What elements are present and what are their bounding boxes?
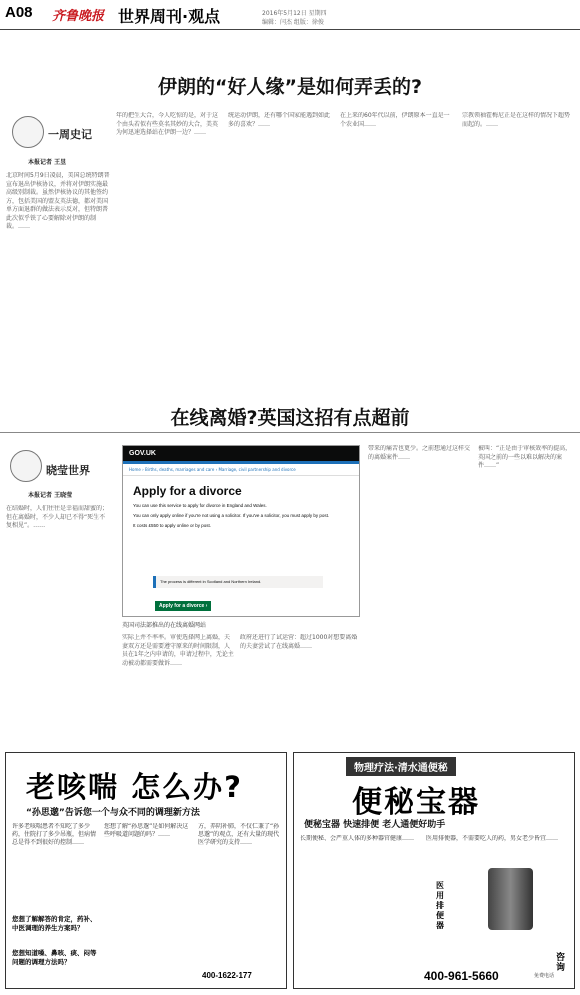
govuk-screenshot: [122, 445, 360, 617]
govuk-line-3: It costs £550 to apply online or by post.: [133, 523, 212, 528]
article2-col1: 在结婚时，人们往往是幸福而甜蜜的；但在离婚时，不少人却已不得“死生不复相见”。……: [6, 505, 109, 529]
ad2-title: 便秘宝器: [352, 785, 480, 820]
article1-headline: 伊朗的“好人缘”是如何弄丢的?: [158, 76, 422, 98]
ad2-right-text: 医用排便器，不需要吃人的药，男女老少皆宜……: [426, 835, 559, 842]
govuk-notice: The process is different in Scotland and Northern Ireland.: [153, 576, 323, 588]
article2-byline: 本报记者 王晓莹: [28, 492, 73, 499]
govuk-breadcrumb[interactable]: Home › Births, deaths, marriages and care › Marriage, civil partnership and divorce: [123, 464, 359, 476]
divider: [0, 432, 580, 433]
ad-cough: [5, 752, 287, 989]
govuk-line-2: You can only apply online if you're not using a solicitor. If you've a solicitor, you must apply by post.: [133, 513, 330, 518]
article1-byline: 本报记者 王昱: [28, 159, 67, 166]
ad2-left-text: 长期便秘、会严重人体的多种器官健康……: [300, 835, 415, 842]
screenshot-caption: 英国司法部推出的在线离婚网站: [122, 622, 207, 629]
ad2-phone: 400-961-5660: [424, 969, 499, 983]
article2-col3: 带来的痛苦也更少。之前想通过这样交的离婚案件……: [368, 445, 471, 461]
date-line: 2016年5月12日 星期四: [262, 10, 327, 17]
ad1-q1: 您想了解解答的肯定，药补、中医调理的养生方案吗？: [12, 915, 97, 932]
columnist-portrait-2: [10, 450, 42, 482]
ad2-free: 免费电话: [534, 973, 555, 979]
article1-col5: 宗教领袖霍梅尼正是在这样的情况下超势而起的。……: [462, 112, 571, 128]
ad1-right-text: 方，养阴补肺，不仅仁兼了“孙思邈”的观点，还有大量的现代医学研究的支持……: [198, 823, 280, 846]
ad1-left-text: 许多老咳喘患者不知吃了多少药，住院打了多少吊瓶，但病情总是得不到很好的控制……: [12, 823, 97, 846]
article1-col3: 统运动伊朗，还有哪个国家能遇到如此多的喜欢？……: [228, 112, 331, 128]
ad2-hotline-label: 咨询: [556, 953, 566, 973]
govuk-title: Apply for a divorce: [133, 484, 242, 498]
article2-col2b: 实际上并不率率。审使选择网上离婚，夫妻双方还是需要遵守原来的时间限制，人员在1年之内申请的，申请过程中，无论主动被动都需要做诉……: [122, 634, 234, 667]
article2-headline: 在线离婚?英国这招有点超前: [170, 407, 410, 429]
page-header: [0, 0, 580, 30]
product-image: [488, 868, 533, 930]
article1-col1: 北京时间5月9日凌晨，美国总统特朗普宣布退出伊核协议，并将对伊朗实施最高级别制裁。虽然伊核协议的其他签约方，包括美国的盟友英法德，都对美国单方面退群的做法表示反对，但特朗普此次似乎铁了心要解除对伊朗的制裁。……: [6, 172, 110, 230]
article2-column-name: 晓莹世界: [46, 464, 90, 477]
section-title: 世界周刊·观点: [118, 7, 221, 26]
ad1-q2: 您想知道嗓、鼻咳、痰、闷等问题的调理方法吗？: [12, 949, 97, 966]
page-number: A08: [5, 4, 33, 21]
columnist-portrait: [12, 116, 44, 148]
article2-col3b: 政府还进行了试运营：超过1000对想要离婚的夫妻尝试了在线离婚……: [240, 634, 358, 650]
ad2-top: 物理疗法·清水通便秘: [346, 757, 456, 776]
article1-column-name: 一周史记: [48, 128, 92, 141]
article2-col4: 被叫：“正是由于审核效率的提高，英国之前的一些以难以解决的案件……”: [478, 445, 572, 469]
ad2-side-label: 医用排便器: [436, 881, 444, 930]
article1-col2: 年的把生大合，今人吃惊的是，对于这个由头若似有些莫名其妙的大合，美英为何迅速选择站在伊朗一边？……: [116, 112, 219, 136]
editor-line: 编辑：闫杰 组版：徐俊: [262, 19, 324, 26]
article1-col4: 在上来的60年代以前，伊朗原本一直是一个农业国……: [340, 112, 450, 128]
ad1-phone: 400-1622-177: [202, 971, 252, 980]
govuk-line-1: You can use this service to apply for divorce in England and Wales.: [133, 503, 267, 508]
ad1-subtitle: “孙思邈”告诉您一个与众不同的调理新方法: [26, 808, 200, 818]
newspaper-logo: 齐鲁晚报: [52, 9, 105, 24]
apply-divorce-button[interactable]: Apply for a divorce ›: [155, 601, 211, 611]
ad1-mid-text: 您想了解“孙思邈”是如何解决这些呼吸道问题的吗？……: [104, 823, 189, 838]
ad1-title: 老咳喘 怎么办?: [26, 770, 243, 804]
govuk-brand: GOV.UK: [123, 446, 359, 461]
ad2-slogan: 便秘宝器 快速排便 老人通便好助手: [304, 820, 446, 830]
